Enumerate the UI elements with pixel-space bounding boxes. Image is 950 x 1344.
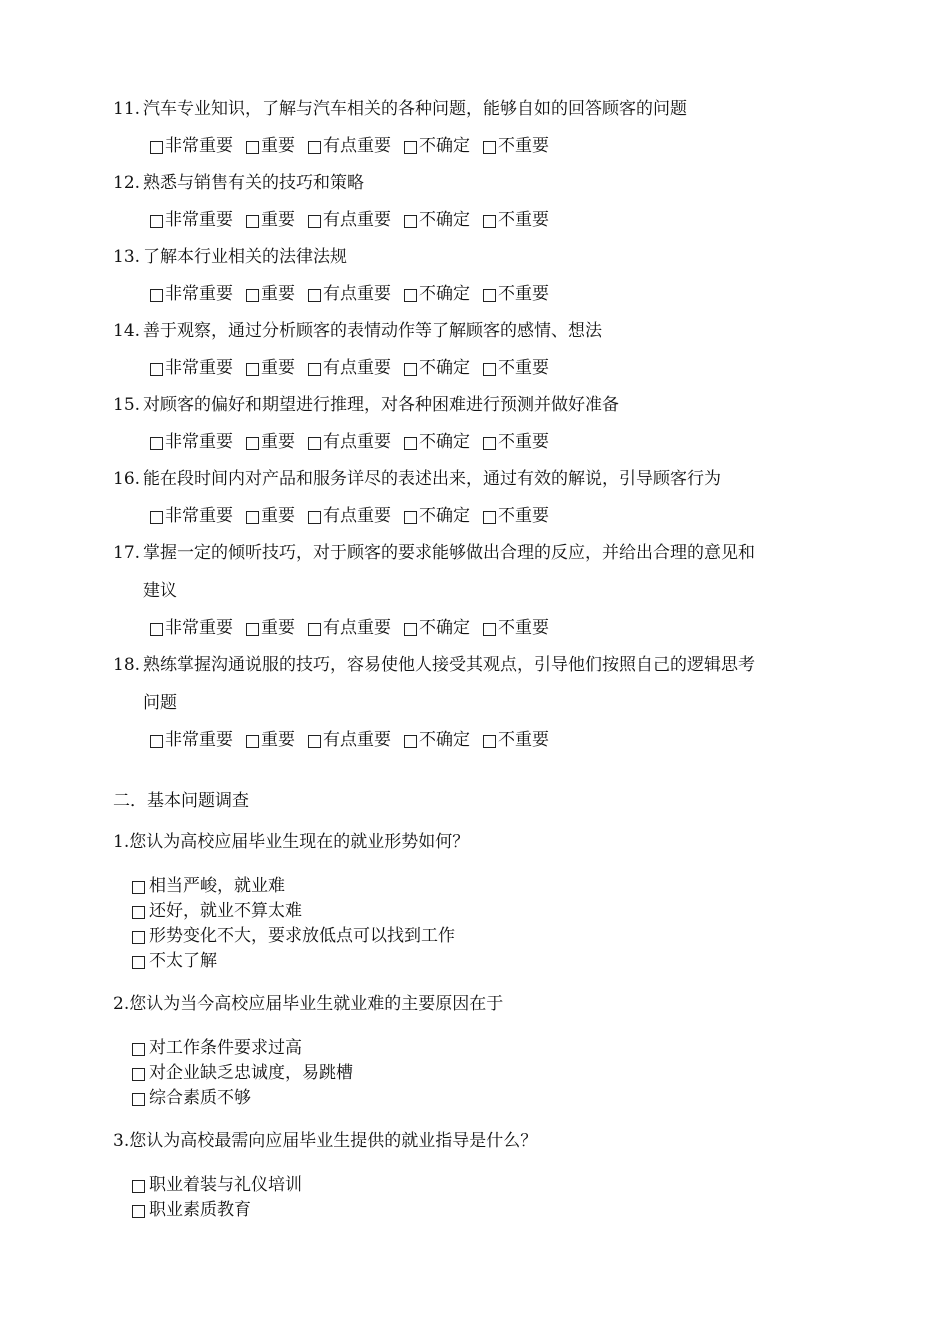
option-label: 非常重要 (165, 618, 233, 638)
checkbox[interactable] (404, 141, 417, 154)
option-label: 有点重要 (323, 284, 391, 304)
answer-options (113, 1036, 850, 1111)
question-text: 熟悉与销售有关的技巧和策略 (143, 173, 364, 193)
option-label: 重要 (261, 136, 295, 156)
question-text: 善于观察，通过分析顾客的表情动作等了解顾客的感情、想法 (143, 321, 602, 341)
question-text: 对顾客的偏好和期望进行推理，对各种困难进行预测并做好准备 (143, 395, 619, 415)
checkbox[interactable] (483, 511, 496, 524)
option-label: 对工作条件要求过高 (149, 1038, 302, 1058)
answer-options (113, 874, 850, 974)
checkbox[interactable] (132, 1093, 145, 1106)
option-label: 不确定 (419, 210, 470, 230)
question-line (113, 534, 850, 572)
rating-question (113, 646, 850, 758)
checkbox[interactable] (246, 141, 259, 154)
option-label: 非常重要 (165, 358, 233, 378)
rating-option[interactable] (246, 424, 295, 460)
checkbox[interactable] (132, 956, 145, 969)
question-number: 12. (113, 173, 141, 193)
checkbox[interactable] (246, 289, 259, 302)
option-label: 有点重要 (323, 730, 391, 750)
rating-options (113, 128, 850, 164)
checkbox[interactable] (308, 363, 321, 376)
answer-option[interactable] (132, 1086, 850, 1111)
rating-option[interactable] (483, 610, 549, 646)
rating-options (113, 202, 850, 238)
question-text: 熟练掌握沟通说服的技巧，容易使他人接受其观点，引导他们按照自己的逻辑思考 (143, 655, 755, 675)
rating-option[interactable] (150, 610, 233, 646)
rating-option[interactable] (246, 128, 295, 164)
rating-option[interactable] (483, 276, 549, 312)
checkbox[interactable] (483, 141, 496, 154)
checkbox[interactable] (404, 215, 417, 228)
rating-option[interactable] (150, 202, 233, 238)
rating-option[interactable] (246, 202, 295, 238)
rating-option[interactable] (404, 350, 470, 386)
rating-option[interactable] (308, 722, 391, 758)
checkbox[interactable] (404, 511, 417, 524)
checkbox[interactable] (404, 735, 417, 748)
rating-option[interactable] (404, 498, 470, 534)
checkbox[interactable] (150, 735, 163, 748)
rating-option[interactable] (404, 202, 470, 238)
question-number: 17. (113, 543, 141, 563)
rating-option[interactable] (246, 276, 295, 312)
option-label: 有点重要 (323, 136, 391, 156)
checkbox[interactable] (246, 623, 259, 636)
option-label: 重要 (261, 432, 295, 452)
checkbox[interactable] (483, 437, 496, 450)
rating-option[interactable] (483, 202, 549, 238)
question-text: 了解本行业相关的法律法规 (143, 247, 347, 267)
option-label: 重要 (261, 358, 295, 378)
option-label: 不重要 (498, 506, 549, 526)
checkbox[interactable] (483, 215, 496, 228)
option-label: 重要 (261, 284, 295, 304)
question-text-continued: 建议 (143, 581, 177, 601)
question-text: 汽车专业知识，了解与汽车相关的各种问题，能够自如的回答顾客的问题 (143, 99, 687, 119)
checkbox[interactable] (150, 511, 163, 524)
option-label: 不确定 (419, 284, 470, 304)
checkbox[interactable] (132, 931, 145, 944)
option-label: 有点重要 (323, 210, 391, 230)
option-label: 不确定 (419, 136, 470, 156)
rating-option[interactable] (483, 128, 549, 164)
option-label: 不确定 (419, 506, 470, 526)
rating-option[interactable] (404, 424, 470, 460)
checkbox[interactable] (246, 735, 259, 748)
checkbox[interactable] (132, 1068, 145, 1081)
checkbox[interactable] (246, 215, 259, 228)
checkbox[interactable] (150, 215, 163, 228)
checkbox[interactable] (150, 141, 163, 154)
rating-question (113, 164, 850, 238)
checkbox[interactable] (150, 289, 163, 302)
rating-option[interactable] (483, 498, 549, 534)
answer-option[interactable] (132, 1036, 850, 1061)
rating-options (113, 610, 850, 646)
option-label: 重要 (261, 730, 295, 750)
question-number: 13. (113, 247, 141, 267)
option-label: 有点重要 (323, 432, 391, 452)
option-label: 职业素质教育 (149, 1200, 251, 1220)
question-line (113, 90, 850, 128)
option-label: 有点重要 (323, 618, 391, 638)
rating-options (113, 350, 850, 386)
rating-option[interactable] (483, 350, 549, 386)
rating-option[interactable] (308, 610, 391, 646)
question-number: 14. (113, 321, 141, 341)
option-label: 不确定 (419, 618, 470, 638)
option-label: 不确定 (419, 432, 470, 452)
option-label: 不重要 (498, 432, 549, 452)
checkbox[interactable] (404, 289, 417, 302)
rating-options (113, 722, 850, 758)
option-label: 不重要 (498, 730, 549, 750)
rating-question (113, 386, 850, 460)
rating-option[interactable] (308, 276, 391, 312)
rating-option[interactable] (150, 350, 233, 386)
option-label: 非常重要 (165, 136, 233, 156)
checkbox[interactable] (483, 289, 496, 302)
checkbox[interactable] (404, 363, 417, 376)
rating-option[interactable] (150, 128, 233, 164)
checkbox[interactable] (132, 881, 145, 894)
checkbox[interactable] (483, 363, 496, 376)
checkbox[interactable] (308, 141, 321, 154)
question-line (113, 386, 850, 424)
option-label: 不确定 (419, 730, 470, 750)
rating-option[interactable] (308, 498, 391, 534)
option-label: 综合素质不够 (149, 1088, 251, 1108)
option-label: 不确定 (419, 358, 470, 378)
checkbox[interactable] (246, 363, 259, 376)
option-label: 不重要 (498, 284, 549, 304)
checkbox[interactable] (132, 906, 145, 919)
rating-option[interactable] (246, 610, 295, 646)
checkbox[interactable] (246, 511, 259, 524)
rating-question (113, 90, 850, 164)
basic-questions (113, 826, 850, 1223)
option-label: 非常重要 (165, 210, 233, 230)
question-number: 18. (113, 655, 141, 675)
option-label: 不太了解 (149, 951, 217, 971)
rating-option[interactable] (404, 128, 470, 164)
checkbox[interactable] (483, 735, 496, 748)
rating-question (113, 238, 850, 312)
question-line (113, 164, 850, 202)
rating-option[interactable] (246, 498, 295, 534)
checkbox[interactable] (404, 623, 417, 636)
rating-options (113, 424, 850, 460)
rating-option[interactable] (150, 722, 233, 758)
option-label: 还好，就业不算太难 (149, 901, 302, 921)
rating-option[interactable] (404, 610, 470, 646)
rating-option[interactable] (150, 498, 233, 534)
question-text-continued: 问题 (143, 693, 177, 713)
answer-option[interactable] (132, 874, 850, 899)
checkbox[interactable] (132, 1205, 145, 1218)
checkbox[interactable] (150, 437, 163, 450)
option-label: 相当严峻，就业难 (149, 876, 285, 896)
rating-question (113, 534, 850, 646)
rating-option[interactable] (483, 722, 549, 758)
rating-option[interactable] (404, 276, 470, 312)
answer-option[interactable] (132, 1198, 850, 1223)
option-label: 非常重要 (165, 284, 233, 304)
checkbox[interactable] (308, 437, 321, 450)
answer-option[interactable] (132, 1061, 850, 1086)
rating-option[interactable] (246, 722, 295, 758)
question-line (113, 312, 850, 350)
question-number: 15. (113, 395, 141, 415)
answer-options (113, 1173, 850, 1223)
option-label: 不重要 (498, 210, 549, 230)
checkbox[interactable] (150, 623, 163, 636)
rating-options (113, 498, 850, 534)
option-label: 不重要 (498, 358, 549, 378)
rating-questions (113, 90, 850, 758)
question-title: 2.您认为当今高校应届毕业生就业难的主要原因在于 (113, 994, 504, 1014)
rating-question (113, 460, 850, 534)
option-label: 非常重要 (165, 730, 233, 750)
rating-option[interactable] (308, 202, 391, 238)
rating-option[interactable] (150, 276, 233, 312)
rating-options (113, 276, 850, 312)
checkbox[interactable] (308, 511, 321, 524)
option-label: 有点重要 (323, 506, 391, 526)
question-line (113, 460, 850, 498)
rating-option[interactable] (308, 424, 391, 460)
question-title: 1.您认为高校应届毕业生现在的就业形势如何？ (113, 832, 470, 852)
option-label: 对企业缺乏忠诚度，易跳槽 (149, 1063, 353, 1083)
question-text: 能在段时间内对产品和服务详尽的表述出来，通过有效的解说，引导顾客行为 (143, 469, 721, 489)
question-title: 3.您认为高校最需向应届毕业生提供的就业指导是什么？ (113, 1131, 538, 1151)
checkbox[interactable] (308, 289, 321, 302)
option-label: 形势变化不大，要求放低点可以找到工作 (149, 926, 455, 946)
option-label: 非常重要 (165, 506, 233, 526)
rating-option[interactable] (404, 722, 470, 758)
rating-question (113, 312, 850, 386)
checkbox[interactable] (132, 1043, 145, 1056)
option-label: 重要 (261, 506, 295, 526)
checkbox[interactable] (483, 623, 496, 636)
rating-option[interactable] (308, 128, 391, 164)
answer-option[interactable] (132, 949, 850, 974)
checkbox[interactable] (308, 623, 321, 636)
option-label: 不重要 (498, 136, 549, 156)
basic-question (113, 988, 850, 1111)
basic-question (113, 826, 850, 974)
question-text: 掌握一定的倾听技巧，对于顾客的要求能够做出合理的反应，并给出合理的意见和 (143, 543, 755, 563)
question-line (113, 646, 850, 684)
question-number: 11. (113, 99, 141, 119)
option-label: 非常重要 (165, 432, 233, 452)
answer-option[interactable] (132, 924, 850, 949)
question-line (113, 238, 850, 276)
option-label: 不重要 (498, 618, 549, 638)
checkbox[interactable] (404, 437, 417, 450)
section-title: 二．基本问题调查 (113, 791, 249, 811)
option-label: 重要 (261, 618, 295, 638)
checkbox[interactable] (246, 437, 259, 450)
basic-question (113, 1125, 850, 1223)
rating-option[interactable] (150, 424, 233, 460)
checkbox[interactable] (132, 1180, 145, 1193)
checkbox[interactable] (150, 363, 163, 376)
option-label: 职业着装与礼仪培训 (149, 1175, 302, 1195)
answer-option[interactable] (132, 899, 850, 924)
rating-option[interactable] (246, 350, 295, 386)
checkbox[interactable] (308, 215, 321, 228)
option-label: 重要 (261, 210, 295, 230)
answer-option[interactable] (132, 1173, 850, 1198)
rating-option[interactable] (483, 424, 549, 460)
checkbox[interactable] (308, 735, 321, 748)
option-label: 有点重要 (323, 358, 391, 378)
rating-option[interactable] (308, 350, 391, 386)
question-number: 16. (113, 469, 141, 489)
